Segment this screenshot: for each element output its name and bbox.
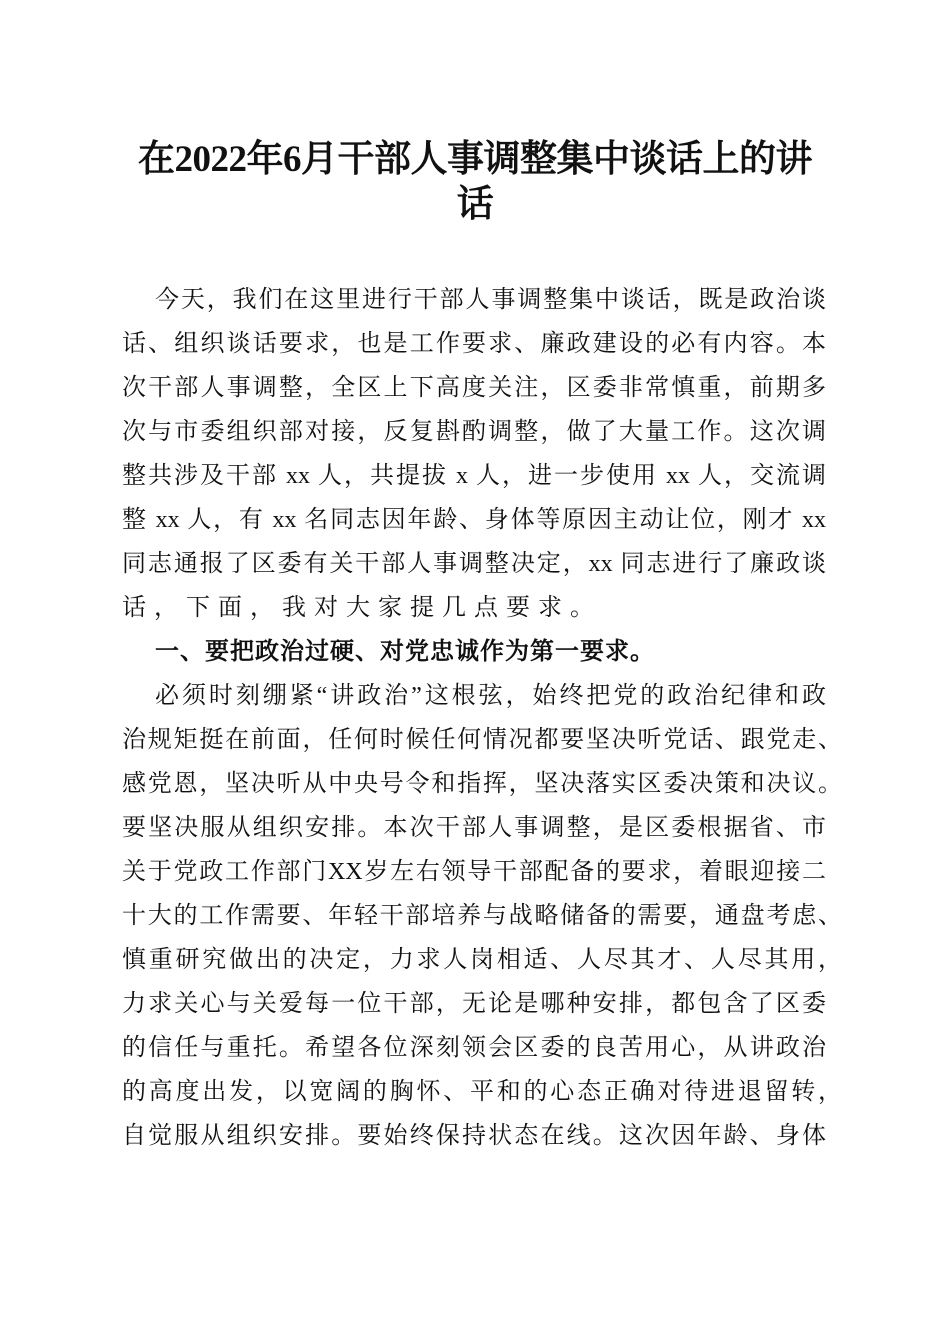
paragraph-line: 同志通报了区委有关干部人事调整决定，xx 同志进行了廉政谈 [122, 551, 826, 577]
paragraph-line: 必须时刻绷紧“讲政治”这根弦，始终把党的政治纪律和政 [155, 683, 826, 709]
paragraph-line: 话、组织谈话要求，也是工作要求、廉政建设的必有内容。本 [122, 331, 826, 357]
paragraph-line: 力求关心与关爱每一位干部，无论是哪种安排，都包含了区委 [122, 991, 826, 1017]
paragraph-line: 关于党政工作部门XX岁左右领导干部配备的要求，着眼迎接二 [122, 859, 826, 885]
paragraph-line: 次与市委组织部对接，反复斟酌调整，做了大量工作。这次调 [122, 419, 826, 445]
paragraph-line: 今天，我们在这里进行干部人事调整集中谈话，既是政治谈 [155, 287, 826, 313]
section-heading: 一、要把政治过硬、对党忠诚作为第一要求。 [155, 639, 655, 665]
paragraph-line: 的高度出发，以宽阔的胸怀、平和的心态正确对待进退留转， [122, 1079, 842, 1105]
document-title-line-1: 在2022年6月干部人事调整集中谈话上的讲 [138, 139, 812, 180]
paragraph-line: 自觉服从组织安排。要始终保持状态在线。这次因年龄、身体 [122, 1123, 826, 1149]
paragraph-line: 话，下面，我对大家提几点要求。 [122, 595, 602, 621]
paragraph-line: 十大的工作需要、年轻干部培养与战略储备的需要，通盘考虑、 [122, 903, 842, 929]
paragraph-line: 要坚决服从组织安排。本次干部人事调整，是区委根据省、市 [122, 815, 826, 841]
paragraph-line: 的信任与重托。希望各位深刻领会区委的良苦用心，从讲政治 [122, 1035, 826, 1061]
paragraph-line: 次干部人事调整，全区上下高度关注，区委非常慎重，前期多 [122, 375, 826, 401]
paragraph-line: 感党恩，坚决听从中央号令和指挥，坚决落实区委决策和决议。 [122, 771, 842, 797]
paragraph-line: 整共涉及干部 xx 人，共提拔 x 人，进一步使用 xx 人，交流调 [122, 463, 826, 489]
paragraph-line: 慎重研究做出的决定，力求人岗相适、人尽其才、人尽其用， [122, 947, 842, 973]
paragraph-line: 治规矩挺在前面，任何时候任何情况都要坚决听党话、跟党走、 [122, 727, 842, 753]
paragraph-line: 整 xx 人，有 xx 名同志因年龄、身体等原因主动让位，刚才 xx [122, 507, 826, 533]
document-title-line-2: 话 [456, 184, 494, 225]
